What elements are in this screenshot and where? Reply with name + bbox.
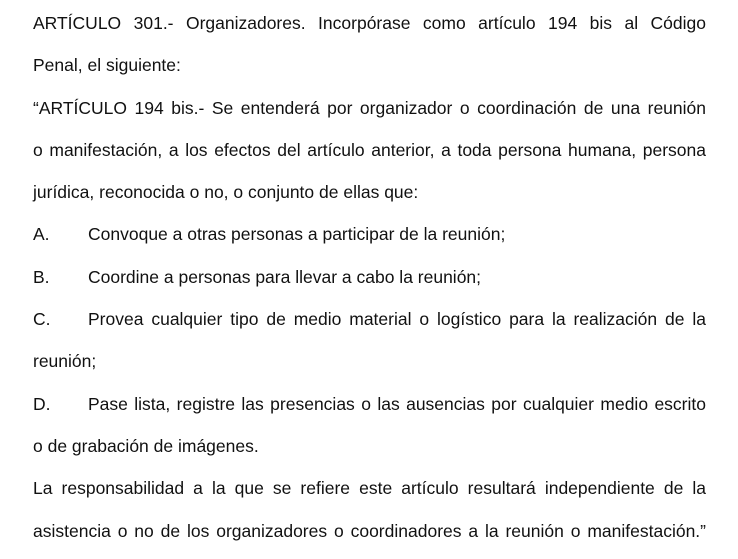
closing-line-2: asistencia o no de los organizadores o coordinadores a la reunión o manifestación.” — [33, 520, 706, 541]
article-heading-line-1: ARTÍCULO 301.- Organizadores. Incorpórase como artículo 194 bis al Código — [33, 13, 706, 33]
list-item-letter: D. — [33, 393, 51, 414]
list-item-c — [33, 305, 706, 347]
list-item-text: Convoque a otras personas a participar de la reunión; — [88, 224, 506, 245]
intro-line-3: jurídica, reconocida o no, o conjunto de ellas que: — [33, 182, 419, 203]
list-item-d-continuation: o de grabación de imágenes. — [33, 435, 259, 456]
list-item-a — [33, 220, 706, 262]
intro-line-2: o manifestación, a los efectos del artículo anterior, a toda persona humana, persona — [33, 139, 706, 160]
list-item-letter: A. — [33, 224, 50, 245]
list-item-text: Coordine a personas para llevar a cabo la reunión; — [88, 266, 482, 287]
article-heading-line-2: Penal, el siguiente: — [33, 55, 181, 76]
list-item-letter: B. — [33, 266, 50, 287]
list-item-c-continuation: reunión; — [33, 351, 97, 372]
list-item-d — [33, 390, 706, 432]
list-item-text: Provea cualquier tipo de medio material o logístico para la realización de la — [88, 309, 706, 330]
list-item-text: Pase lista, registre las presencias o las ausencias por cualquier medio escrito — [88, 393, 706, 414]
closing-line-1: La responsabilidad a la que se refiere este artículo resultará independiente de la — [33, 478, 706, 499]
list-item-b — [33, 263, 706, 305]
document-body — [33, 9, 706, 559]
intro-line-1: “ARTÍCULO 194 bis.- Se entenderá por organizador o coordinación de una reunión — [33, 97, 706, 118]
list-item-letter: C. — [33, 309, 51, 330]
